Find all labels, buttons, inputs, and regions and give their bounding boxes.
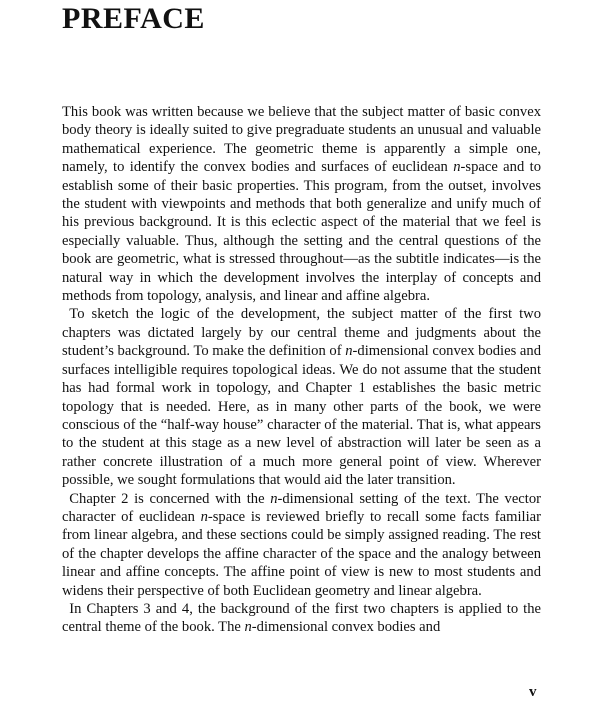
paragraph-1: This book was written because we believe that the subject matter of basic convex body theory is ideally suited to give pregraduate students an unusual and valuable mathematical experience. The geometric theme is apparently a simple one, namely, to identify the convex bodies and surfaces of euclidean n-space and to establish some of their basic properties. This program, from the outset, involves the student with viewpoints and methods that both generalize and unify much of his previous background. It is this eclectic aspect of the material that we feel is especially valuable. Thus, although the setting and the central questions of the book are geometric, what is stressed throughout—as the subtitle indicates—is the natural way in which the development involves the interplay of concepts and methods from topology, analysis, and linear and affine algebra. <box>62 104 541 305</box>
paragraph-4: In Chapters 3 and 4, the background of the first two chapters is applied to the central theme of the book. The n-dimensional convex bodies and <box>62 600 541 636</box>
page-title: PREFACE <box>62 2 205 35</box>
paragraph-2: To sketch the logic of the development, the subject matter of the first two chapters was dictated largely by our central theme and judgments about the student’s background. To make the definition of n-dimensional convex bodies and surfaces intelligible requires topological ideas. We do not assume that the student has had formal work in topology, and Chapter 1 establishes the basic metric topology that is needed. Here, as in many other parts of the book, we were conscious of the “half-way house” character of the material. That is, what appears to the student at this stage as a new level of abstraction will later be seen as a rather concrete illustration of a much more general point of view. Wherever possible, we sought formulations that would aid the later transition. <box>62 306 541 489</box>
page-number: v <box>529 684 537 700</box>
paragraph-3: Chapter 2 is concerned with the n-dimensional setting of the text. The vector character of euclidean n-space is reviewed briefly to recall some facts familiar from linear algebra, and these sections could be simply assigned reading. The rest of the chapter develops the affine character of the space and the analogy between linear and affine concepts. The affine point of view is new to most students and widens their perspective of both Euclidean geometry and linear algebra. <box>62 490 541 599</box>
preface-body <box>62 103 541 637</box>
